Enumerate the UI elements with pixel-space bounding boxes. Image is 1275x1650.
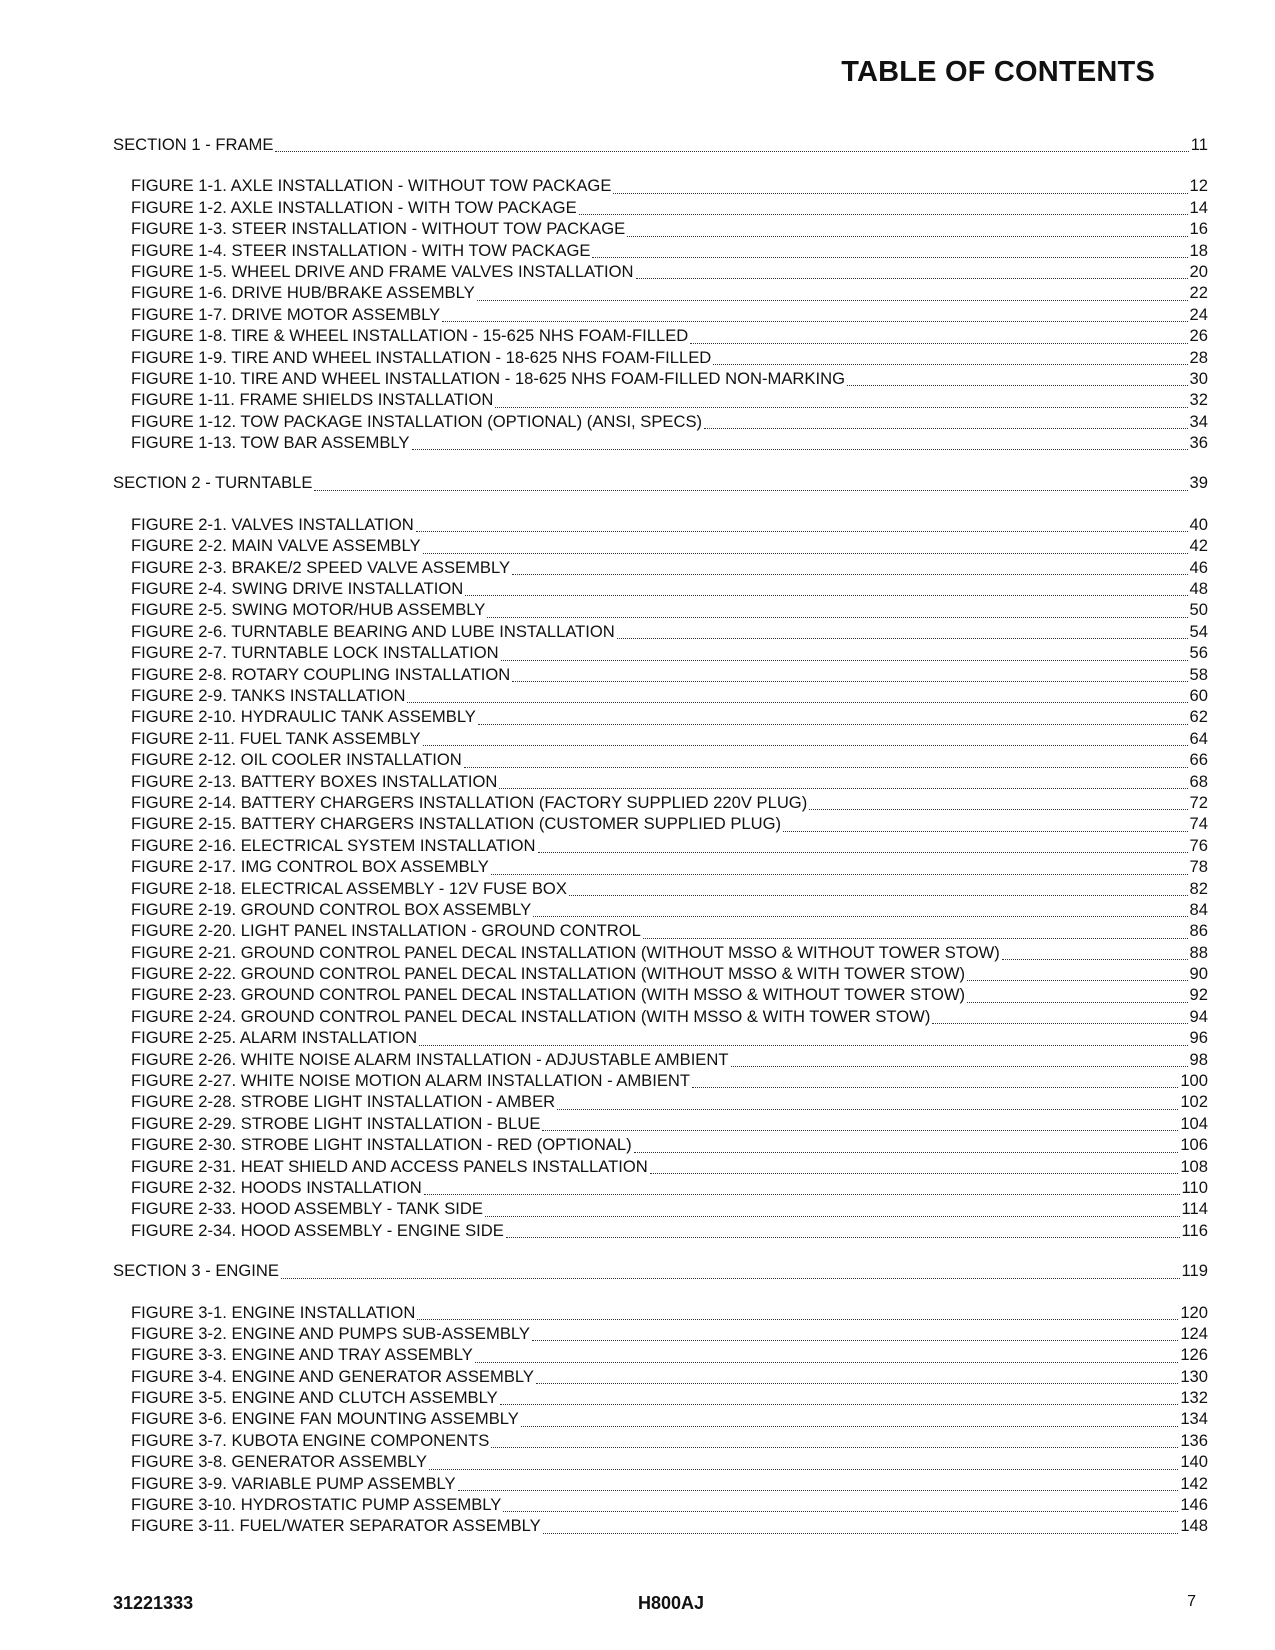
toc-figure-entry-page: 94 [1189, 1006, 1208, 1026]
dot-leader [932, 1022, 1187, 1024]
toc-section-entry-page: 39 [1189, 473, 1208, 493]
dot-leader [592, 256, 1187, 258]
dot-leader [783, 830, 1187, 832]
toc-figure-entry-label: FIGURE 2-27. WHITE NOISE MOTION ALARM INSTALLATION - AMBIENT [131, 1071, 691, 1091]
toc-figure-entry[interactable] [113, 325, 1208, 346]
toc-figure-entry-page: 114 [1181, 1199, 1208, 1219]
dot-leader [613, 192, 1187, 194]
dot-leader [499, 787, 1187, 789]
toc-figure-entry-page: 20 [1189, 261, 1208, 281]
toc-figure-entry-label: FIGURE 3-3. ENGINE AND TRAY ASSEMBLY [131, 1345, 473, 1365]
dot-leader [634, 1151, 1179, 1153]
toc-figure-entry[interactable] [113, 749, 1208, 770]
toc-figure-entry-page: 124 [1180, 1323, 1208, 1343]
toc-figure-entry[interactable] [113, 642, 1208, 663]
page-title: TABLE OF CONTENTS [841, 56, 1155, 88]
toc-figure-entry[interactable] [113, 1177, 1208, 1198]
toc-figure-entry[interactable] [113, 175, 1208, 196]
footer-model: H800AJ [638, 1593, 705, 1613]
toc-figure-entry[interactable] [113, 557, 1208, 578]
toc-figure-entry-page: 42 [1189, 536, 1208, 556]
toc-figure-entry[interactable] [113, 1302, 1208, 1323]
toc-figure-entry-page: 34 [1189, 411, 1208, 431]
toc-figure-entry[interactable] [113, 1113, 1208, 1134]
toc-section-entry[interactable] [113, 1260, 1208, 1281]
toc-figure-entry-page: 16 [1189, 219, 1208, 239]
dot-leader [967, 1001, 1187, 1003]
toc-figure-entry-page: 68 [1189, 771, 1208, 791]
toc-figure-entry-page: 14 [1189, 197, 1208, 217]
toc-figure-entry[interactable] [113, 1006, 1208, 1027]
toc-figure-entry-page: 18 [1189, 240, 1208, 260]
toc-figure-entry-page: 84 [1189, 899, 1208, 919]
toc-figure-entry-page: 50 [1189, 600, 1208, 620]
dot-leader [477, 299, 1188, 301]
dot-leader [503, 1510, 1178, 1512]
toc-figure-entry-label: FIGURE 2-1. VALVES INSTALLATION [131, 514, 414, 534]
toc-figure-entry[interactable] [113, 856, 1208, 877]
toc-figure-entry-label: FIGURE 2-7. TURNTABLE LOCK INSTALLATION [131, 643, 499, 663]
dot-leader [275, 150, 1188, 152]
dot-leader [521, 1425, 1178, 1427]
footer-page-number: 7 [1187, 1593, 1196, 1610]
toc-figure-entry-page: 78 [1189, 857, 1208, 877]
toc-figure-entry-label: FIGURE 2-2. MAIN VALVE ASSEMBLY [131, 536, 421, 556]
dot-leader [627, 235, 1187, 237]
dot-leader [419, 1044, 1187, 1046]
toc-figure-entry-label: FIGURE 2-20. LIGHT PANEL INSTALLATION - GROUND CONTROL [131, 921, 641, 941]
dot-leader [314, 489, 1187, 491]
toc-section-entry-page: 119 [1181, 1261, 1208, 1281]
dot-leader [506, 1236, 1180, 1238]
toc-figure-entry[interactable] [113, 1408, 1208, 1429]
toc-figure-entry-label: FIGURE 2-28. STROBE LIGHT INSTALLATION - AMBER [131, 1092, 556, 1112]
dot-leader [423, 552, 1188, 554]
toc-figure-entry-page: 100 [1180, 1071, 1208, 1091]
toc-figure-entry-page: 72 [1189, 792, 1208, 812]
dot-leader [532, 1339, 1178, 1341]
dot-leader [478, 723, 1188, 725]
dot-leader [692, 1086, 1178, 1088]
toc-figure-entry-page: 36 [1189, 433, 1208, 453]
toc-figure-entry-label: FIGURE 1-7. DRIVE MOTOR ASSEMBLY [131, 304, 441, 324]
toc-figure-entry-page: 48 [1189, 579, 1208, 599]
toc-section-entry-page: 11 [1190, 135, 1208, 154]
toc-figure-entry-label: FIGURE 3-4. ENGINE AND GENERATOR ASSEMBLY [131, 1366, 534, 1386]
toc-figure-entry[interactable] [113, 1027, 1208, 1048]
toc-figure-entry[interactable] [113, 1049, 1208, 1070]
dot-leader [500, 1403, 1179, 1405]
toc-figure-entry[interactable] [113, 304, 1208, 325]
dot-leader [636, 277, 1188, 279]
toc-section-entry-label: SECTION 1 - FRAME [113, 135, 274, 154]
toc-figure-entry-label: FIGURE 1-10. TIRE AND WHEEL INSTALLATION - 18-625 NHS FOAM-FILLED NON-MARKING [131, 368, 845, 388]
toc-figure-entry[interactable] [113, 240, 1208, 261]
toc-figure-entry-label: FIGURE 1-1. AXLE INSTALLATION - WITHOUT TOW PACKAGE [131, 176, 612, 196]
toc-figure-entry-page: 136 [1180, 1430, 1208, 1450]
dot-leader [713, 363, 1187, 365]
dot-leader [423, 744, 1188, 746]
toc-figure-entry-label: FIGURE 1-2. AXLE INSTALLATION - WITH TOW PACKAGE [131, 197, 577, 217]
toc-figure-entry-label: FIGURE 2-19. GROUND CONTROL BOX ASSEMBLY [131, 899, 532, 919]
dot-leader [442, 320, 1187, 322]
toc-figure-entry[interactable] [113, 432, 1208, 453]
toc-figure-entry[interactable] [113, 535, 1208, 556]
toc-figure-entry-page: 106 [1180, 1135, 1208, 1155]
toc-figure-entry-page: 134 [1180, 1409, 1208, 1429]
toc-figure-entry[interactable] [113, 706, 1208, 727]
dot-leader [809, 808, 1187, 810]
toc-figure-entry-page: 110 [1181, 1177, 1208, 1197]
toc-figure-entry-page: 64 [1189, 728, 1208, 748]
toc-figure-entry-label: FIGURE 2-15. BATTERY CHARGERS INSTALLATION (CUSTOMER SUPPLIED PLUG) [131, 814, 782, 834]
toc-figure-entry-page: 88 [1189, 942, 1208, 962]
dot-leader [495, 406, 1187, 408]
toc-figure-entry[interactable] [113, 368, 1208, 389]
toc-figure-entry-page: 90 [1189, 964, 1208, 984]
toc-figure-entry-page: 46 [1189, 557, 1208, 577]
toc-section [113, 134, 1208, 453]
dot-leader [464, 766, 1188, 768]
toc-figure-entry-label: FIGURE 2-9. TANKS INSTALLATION [131, 685, 406, 705]
dot-leader [690, 342, 1187, 344]
toc-figure-entry-page: 60 [1189, 685, 1208, 705]
toc-figure-entry[interactable] [113, 920, 1208, 941]
toc-figure-entry-page: 30 [1189, 368, 1208, 388]
dot-leader [424, 1193, 1180, 1195]
toc-figure-entry-label: FIGURE 2-31. HEAT SHIELD AND ACCESS PANELS INSTALLATION [131, 1156, 648, 1176]
toc-figure-entry-label: FIGURE 3-7. KUBOTA ENGINE COMPONENTS [131, 1430, 490, 1450]
toc-figure-entry-page: 92 [1189, 985, 1208, 1005]
toc-figure-entry[interactable] [113, 942, 1208, 963]
toc-figure-entry-page: 40 [1189, 514, 1208, 534]
toc-section-entry-label: SECTION 2 - TURNTABLE [113, 473, 313, 493]
toc-figure-entry[interactable] [113, 1344, 1208, 1365]
toc-figure-entry-label: FIGURE 3-5. ENGINE AND CLUTCH ASSEMBLY [131, 1388, 498, 1408]
toc-figure-entry[interactable] [113, 685, 1208, 706]
toc-figure-entry[interactable] [113, 1091, 1208, 1112]
toc-figure-entry[interactable] [113, 1134, 1208, 1155]
toc-figure-entry-label: FIGURE 2-24. GROUND CONTROL PANEL DECAL INSTALLATION (WITH MSSO & WITH TOWER STOW) [131, 1006, 931, 1026]
dot-leader [731, 1065, 1188, 1067]
toc-figure-entry[interactable] [113, 1070, 1208, 1091]
toc-figure-entry-page: 24 [1189, 304, 1208, 324]
toc-figure-entry-label: FIGURE 3-11. FUEL/WATER SEPARATOR ASSEMBLY [131, 1516, 541, 1536]
toc-section-entry-label: SECTION 3 - ENGINE [113, 1261, 279, 1281]
toc-figure-entry-label: FIGURE 1-8. TIRE & WHEEL INSTALLATION - 15-625 NHS FOAM-FILLED [131, 326, 689, 346]
dot-leader [847, 384, 1188, 386]
dot-leader [475, 1361, 1179, 1363]
toc-figure-entry-page: 148 [1180, 1516, 1208, 1536]
toc-figure-entry[interactable] [113, 514, 1208, 535]
toc-figure-entry[interactable] [113, 835, 1208, 856]
toc-figure-entry[interactable] [113, 1220, 1208, 1241]
dot-leader [491, 1446, 1178, 1448]
dot-leader [417, 1318, 1178, 1320]
dot-leader [967, 979, 1187, 981]
toc-figure-entry[interactable] [113, 728, 1208, 749]
toc-figure-entry-page: 142 [1180, 1473, 1208, 1493]
toc-figure-entry-label: FIGURE 2-14. BATTERY CHARGERS INSTALLATION (FACTORY SUPPLIED 220V PLUG) [131, 792, 808, 812]
toc-figure-entry-page: 66 [1189, 750, 1208, 770]
toc-figure-entry-label: FIGURE 2-23. GROUND CONTROL PANEL DECAL INSTALLATION (WITH MSSO & WITHOUT TOWER STOW) [131, 985, 966, 1005]
dot-leader [533, 915, 1187, 917]
toc-figure-entry[interactable] [113, 1198, 1208, 1219]
toc-figure-entry-label: FIGURE 2-10. HYDRAULIC TANK ASSEMBLY [131, 707, 476, 727]
toc-section [113, 1260, 1208, 1537]
toc-figure-entry[interactable] [113, 599, 1208, 620]
toc-figure-entry[interactable] [113, 1156, 1208, 1177]
toc-figure-entry[interactable] [113, 282, 1208, 303]
toc-figure-entry-label: FIGURE 1-6. DRIVE HUB/BRAKE ASSEMBLY [131, 283, 475, 303]
toc-figure-entry-label: FIGURE 1-11. FRAME SHIELDS INSTALLATION [131, 390, 494, 410]
toc-figure-entry-page: 120 [1180, 1302, 1208, 1322]
toc-figure-entry-page: 116 [1181, 1220, 1208, 1240]
toc-figure-entry-page: 74 [1189, 814, 1208, 834]
toc-figure-entry-label: FIGURE 2-22. GROUND CONTROL PANEL DECAL INSTALLATION (WITHOUT MSSO & WITH TOWER STOW) [131, 964, 966, 984]
toc-figure-entry-label: FIGURE 2-21. GROUND CONTROL PANEL DECAL INSTALLATION (WITHOUT MSSO & WITHOUT TOWER STOW) [131, 942, 1000, 962]
toc-figure-entry-label: FIGURE 2-34. HOOD ASSEMBLY - ENGINE SIDE [131, 1220, 504, 1240]
toc-figure-entry[interactable] [113, 878, 1208, 899]
toc-figure-entry-label: FIGURE 2-32. HOODS INSTALLATION [131, 1177, 422, 1197]
dot-leader [704, 427, 1187, 429]
dot-leader [536, 1382, 1178, 1384]
dot-leader [643, 937, 1188, 939]
toc-figure-entry-label: FIGURE 1-5. WHEEL DRIVE AND FRAME VALVES INSTALLATION [131, 261, 634, 281]
dot-leader [542, 1129, 1178, 1131]
toc-figure-entry-label: FIGURE 2-13. BATTERY BOXES INSTALLATION [131, 771, 498, 791]
toc-figure-entry[interactable] [113, 984, 1208, 1005]
toc-figure-entry[interactable] [113, 197, 1208, 218]
dot-leader [512, 573, 1188, 575]
dot-leader [617, 637, 1188, 639]
toc-figure-entry-label: FIGURE 1-4. STEER INSTALLATION - WITH TOW PACKAGE [131, 240, 591, 260]
dot-leader [1002, 958, 1188, 960]
dot-leader [579, 213, 1188, 215]
toc-section-entry[interactable] [113, 472, 1208, 493]
toc-figure-entry-page: 12 [1189, 176, 1208, 196]
toc-figure-entry-label: FIGURE 3-6. ENGINE FAN MOUNTING ASSEMBLY [131, 1409, 519, 1429]
toc-figure-entry-label: FIGURE 2-18. ELECTRICAL ASSEMBLY - 12V FUSE BOX [131, 878, 567, 898]
toc-figure-entry-label: FIGURE 2-26. WHITE NOISE ALARM INSTALLATION - ADJUSTABLE AMBIENT [131, 1049, 729, 1069]
toc-figure-entry-label: FIGURE 3-10. HYDROSTATIC PUMP ASSEMBLY [131, 1495, 502, 1515]
toc-figure-entry-label: FIGURE 3-1. ENGINE INSTALLATION [131, 1302, 416, 1322]
dot-leader [491, 873, 1188, 875]
dot-leader [512, 680, 1187, 682]
dot-leader [485, 1215, 1180, 1217]
toc-figure-entry[interactable] [113, 1515, 1208, 1536]
toc-figure-entry[interactable] [113, 1323, 1208, 1344]
toc-figure-entry-page: 58 [1189, 664, 1208, 684]
toc-figure-entry-page: 132 [1180, 1388, 1208, 1408]
dot-leader [465, 594, 1187, 596]
toc-figure-entry[interactable] [113, 813, 1208, 834]
toc-figure-entry-label: FIGURE 2-33. HOOD ASSEMBLY - TANK SIDE [131, 1199, 483, 1219]
table-of-contents [113, 134, 1208, 1537]
toc-figure-entry-label: FIGURE 2-12. OIL COOLER INSTALLATION [131, 750, 462, 770]
toc-figure-entry[interactable] [113, 1494, 1208, 1515]
toc-figure-entry[interactable] [113, 1473, 1208, 1494]
toc-figure-entry-page: 86 [1189, 921, 1208, 941]
toc-figure-entry[interactable] [113, 771, 1208, 792]
page-footer [113, 1593, 1208, 1617]
toc-figure-entry-label: FIGURE 2-8. ROTARY COUPLING INSTALLATION [131, 664, 511, 684]
toc-figure-entry[interactable] [113, 1430, 1208, 1451]
toc-figure-entry-page: 104 [1180, 1113, 1208, 1133]
toc-figure-entry[interactable] [113, 347, 1208, 368]
toc-figure-entry[interactable] [113, 899, 1208, 920]
toc-figure-entry-label: FIGURE 3-2. ENGINE AND PUMPS SUB-ASSEMBLY [131, 1323, 530, 1343]
toc-figure-entry-label: FIGURE 1-9. TIRE AND WHEEL INSTALLATION - 18-625 NHS FOAM-FILLED [131, 347, 712, 367]
toc-figure-entry[interactable] [113, 963, 1208, 984]
dot-leader [543, 1532, 1179, 1534]
dot-leader [487, 616, 1187, 618]
dot-leader [416, 530, 1188, 532]
toc-figure-entry[interactable] [113, 261, 1208, 282]
toc-figure-entry-page: 130 [1180, 1366, 1208, 1386]
toc-figure-entry-label: FIGURE 1-12. TOW PACKAGE INSTALLATION (OPTIONAL) (ANSI, SPECS) [131, 411, 703, 431]
dot-leader [501, 659, 1188, 661]
dot-leader [458, 1489, 1179, 1491]
toc-figure-entry-page: 140 [1180, 1452, 1208, 1472]
footer-doc-number: 31221333 [113, 1593, 194, 1613]
dot-leader [429, 1468, 1178, 1470]
toc-figure-entry-page: 76 [1189, 835, 1208, 855]
toc-figure-entry-page: 146 [1180, 1495, 1208, 1515]
toc-figure-entry-label: FIGURE 2-5. SWING MOTOR/HUB ASSEMBLY [131, 600, 486, 620]
dot-leader [569, 894, 1188, 896]
dot-leader [650, 1172, 1179, 1174]
toc-figure-entry-page: 28 [1189, 347, 1208, 367]
toc-figure-entry-label: FIGURE 3-8. GENERATOR ASSEMBLY [131, 1452, 427, 1472]
toc-figure-entry-label: FIGURE 2-25. ALARM INSTALLATION [131, 1028, 418, 1048]
toc-figure-entry-label: FIGURE 2-29. STROBE LIGHT INSTALLATION - BLUE [131, 1113, 541, 1133]
toc-figure-entry-page: 54 [1189, 621, 1208, 641]
toc-figure-entry[interactable] [113, 1451, 1208, 1472]
dot-leader [557, 1108, 1178, 1110]
dot-leader [538, 851, 1188, 853]
toc-figure-entry[interactable] [113, 389, 1208, 410]
toc-figure-entry-label: FIGURE 2-3. BRAKE/2 SPEED VALVE ASSEMBLY [131, 557, 511, 577]
dot-leader [412, 448, 1188, 450]
toc-figure-entry-label: FIGURE 2-17. IMG CONTROL BOX ASSEMBLY [131, 857, 489, 877]
toc-figure-entry-page: 32 [1189, 390, 1208, 410]
toc-figure-entry-page: 56 [1189, 643, 1208, 663]
toc-figure-entry[interactable] [113, 578, 1208, 599]
toc-figure-entry-label: FIGURE 2-16. ELECTRICAL SYSTEM INSTALLATION [131, 835, 536, 855]
toc-figure-entry-page: 22 [1189, 283, 1208, 303]
toc-figure-entry[interactable] [113, 621, 1208, 642]
dot-leader [281, 1277, 1180, 1279]
toc-section-entry[interactable] [113, 134, 1208, 155]
toc-figure-entry-label: FIGURE 2-6. TURNTABLE BEARING AND LUBE INSTALLATION [131, 621, 615, 641]
toc-figure-entry-label: FIGURE 1-13. TOW BAR ASSEMBLY [131, 433, 410, 453]
toc-figure-entry[interactable] [113, 792, 1208, 813]
toc-figure-entry[interactable] [113, 1387, 1208, 1408]
toc-figure-entry[interactable] [113, 411, 1208, 432]
toc-figure-entry-label: FIGURE 1-3. STEER INSTALLATION - WITHOUT TOW PACKAGE [131, 219, 626, 239]
toc-figure-entry-page: 62 [1189, 707, 1208, 727]
toc-figure-entry[interactable] [113, 664, 1208, 685]
toc-figure-entry[interactable] [113, 218, 1208, 239]
toc-figure-entry-label: FIGURE 3-9. VARIABLE PUMP ASSEMBLY [131, 1473, 456, 1493]
toc-section [113, 472, 1208, 1241]
dot-leader [407, 701, 1187, 703]
toc-figure-entry-label: FIGURE 2-4. SWING DRIVE INSTALLATION [131, 579, 464, 599]
toc-figure-entry-page: 98 [1189, 1049, 1208, 1069]
toc-figure-entry-page: 108 [1180, 1156, 1208, 1176]
toc-figure-entry-page: 96 [1189, 1028, 1208, 1048]
toc-figure-entry-page: 126 [1180, 1345, 1208, 1365]
toc-figure-entry-label: FIGURE 2-30. STROBE LIGHT INSTALLATION - RED (OPTIONAL) [131, 1135, 632, 1155]
toc-figure-entry[interactable] [113, 1366, 1208, 1387]
toc-figure-entry-page: 102 [1180, 1092, 1208, 1112]
toc-figure-entry-page: 26 [1189, 326, 1208, 346]
toc-figure-entry-page: 82 [1189, 878, 1208, 898]
toc-figure-entry-label: FIGURE 2-11. FUEL TANK ASSEMBLY [131, 728, 421, 748]
